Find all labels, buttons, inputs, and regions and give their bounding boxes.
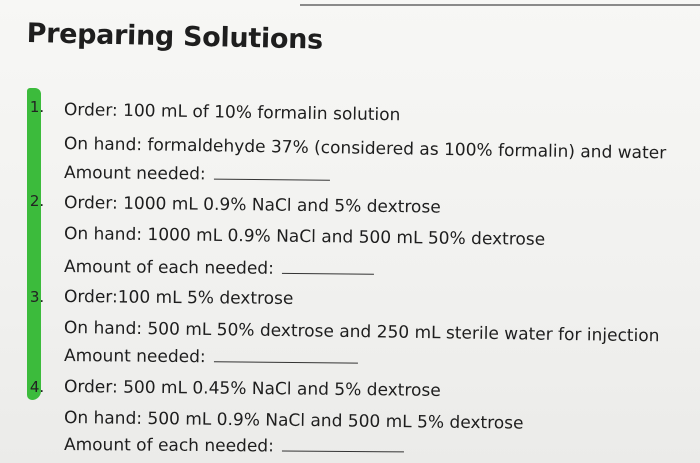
- item-on-hand: On hand: formaldehyde 37% (considered as 100% formalin) and water: [63, 134, 667, 164]
- item-number: 4.: [29, 378, 45, 396]
- amount-needed-label: Amount of each needed:: [63, 435, 274, 457]
- answer-blank: [214, 178, 330, 181]
- item-amount-needed: [64, 435, 404, 457]
- item-number: 2.: [29, 192, 45, 210]
- item-number: 1.: [29, 98, 45, 116]
- item-on-hand: On hand: 500 mL 50% dextrose and 250 mL sterile water for injection: [63, 318, 660, 347]
- page-title: Preparing Solutions: [26, 18, 324, 56]
- item-on-hand: On hand: 500 mL 0.9% NaCl and 500 mL 5% dextrose: [63, 408, 524, 434]
- item-order: Order: 100 mL of 10% formalin solution: [63, 100, 401, 126]
- item-amount-needed: [64, 346, 358, 369]
- amount-needed-label: Amount of each needed:: [63, 257, 274, 279]
- amount-needed-label: Amount needed:: [63, 163, 206, 185]
- answer-blank: [214, 360, 358, 363]
- answer-blank: [282, 450, 404, 453]
- item-number: 3.: [29, 288, 45, 306]
- answer-blank: [282, 272, 374, 275]
- item-order: Order: 500 mL 0.45% NaCl and 5% dextrose: [63, 377, 441, 401]
- item-order: Order:100 mL 5% dextrose: [63, 287, 294, 310]
- highlighter-mark: [27, 88, 41, 400]
- item-order: Order: 1000 mL 0.9% NaCl and 5% dextrose: [63, 193, 441, 218]
- item-amount-needed: [64, 257, 374, 280]
- item-amount-needed: [64, 163, 330, 186]
- item-on-hand: On hand: 1000 mL 0.9% NaCl and 500 mL 50% dextrose: [63, 224, 546, 250]
- amount-needed-label: Amount needed:: [63, 346, 206, 368]
- top-divider: [300, 4, 700, 6]
